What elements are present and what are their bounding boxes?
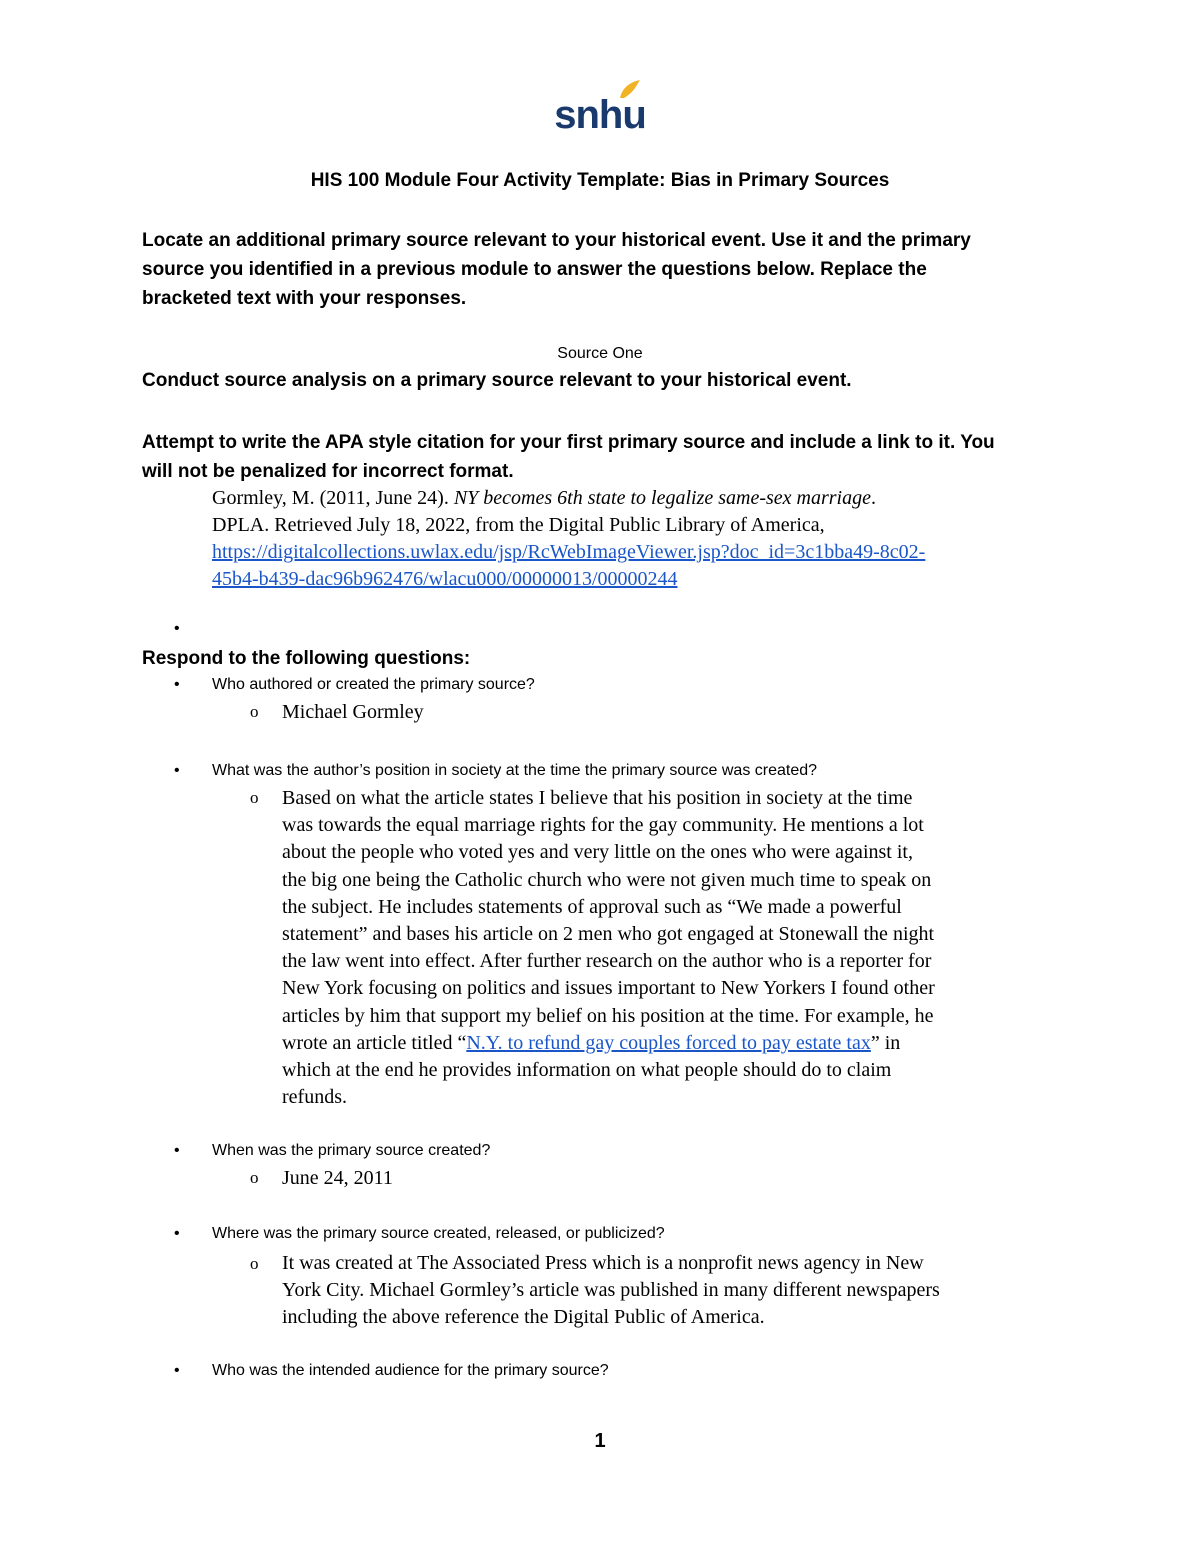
answer-line: refunds. <box>282 1086 347 1109</box>
intro-line: source you identified in a previous module to answer the questions below. Replace the <box>142 259 927 280</box>
sub-bullet-marker: o <box>250 1254 259 1273</box>
answer-line: the law went into effect. After further research on the author who is a reporter for <box>282 950 932 973</box>
question-text: Who was the intended audience for the primary source? <box>212 1362 609 1379</box>
answer-line: York City. Michael Gormley’s article was published in many different newspapers <box>282 1279 940 1302</box>
answer-line: statement” and bases his article on 2 men who got engaged at Stonewall the night <box>282 923 935 946</box>
intro-line: Locate an additional primary source relevant to your historical event. Use it and the primary <box>142 230 971 251</box>
article-link[interactable]: N.Y. to refund gay couples forced to pay estate tax <box>466 1031 871 1054</box>
answer-line: It was created at The Associated Press which is a nonprofit news agency in New <box>282 1252 924 1274</box>
sub-bullet-marker: o <box>250 702 259 721</box>
bullet-marker: • <box>174 762 180 779</box>
answer-line: which at the end he provides information on what people should do to claim <box>282 1059 892 1082</box>
answer-line: articles by him that support my belief on his position at the time. For example, he <box>282 1004 934 1027</box>
answer-line: was towards the equal marriage rights for the gay community. He mentions a lot <box>282 814 924 837</box>
question-text: When was the primary source created? <box>212 1142 491 1159</box>
source-instruction: Conduct source analysis on a primary source relevant to your historical event. <box>142 370 852 391</box>
answer-line: the big one being the Catholic church who were not given much time to speak on <box>282 868 932 891</box>
citation-line-2: DPLA. Retrieved July 18, 2022, from the Digital Public Library of America, <box>212 514 825 536</box>
empty-bullet: • <box>174 620 180 637</box>
answer-line: including the above reference the Digital Public of America. <box>282 1306 765 1329</box>
citation-link[interactable]: https://digitalcollections.uwlax.edu/jsp/RcWebImageViewer.jsp?doc_id=3c1bba49-8c02- <box>212 541 926 563</box>
answer-line: the subject. He includes statements of approval such as “We made a powerful <box>282 895 902 918</box>
citation-title: NY becomes 6th state to legalize same-sex marriage <box>453 487 871 509</box>
apa-citation <box>212 485 1072 593</box>
logo-text: snhu <box>554 93 646 136</box>
answer-line: June 24, 2011 <box>282 1167 393 1189</box>
bullet-marker: • <box>174 1225 180 1242</box>
sub-bullet-marker: o <box>250 788 259 807</box>
answer-line: Based on what the article states I believe that his position in society at the time <box>282 787 913 809</box>
citation-link[interactable]: 45b4-b439-dac96b962476/wlacu000/00000013/00000244 <box>212 568 678 590</box>
answer-line <box>282 1030 1072 1057</box>
answer-line: Michael Gormley <box>282 701 424 723</box>
bullet-marker: • <box>174 676 180 693</box>
answer-text <box>282 699 1072 726</box>
respond-heading: Respond to the following questions: <box>142 648 471 669</box>
bullet-marker: • <box>174 1142 180 1159</box>
citation-instruction-line: Attempt to write the APA style citation for your first primary source and include a link to it. You <box>142 432 995 453</box>
answer-text <box>282 785 1072 1111</box>
answer-text-fragment: wrote an article titled “ <box>282 1031 467 1054</box>
page-title: HIS 100 Module Four Activity Template: Bias in Primary Sources <box>310 170 890 191</box>
citation-link-line[interactable] <box>212 539 1072 566</box>
citation-instruction <box>142 428 1092 486</box>
intro-line: bracketed text with your responses. <box>142 288 467 309</box>
question-text: What was the author’s position in society at the time the primary source was created? <box>212 762 818 779</box>
intro-paragraph <box>142 226 1072 313</box>
citation-link-line[interactable] <box>212 566 1072 593</box>
sub-bullet-marker: o <box>250 1168 259 1187</box>
bullet-marker: • <box>174 1362 180 1379</box>
citation-punctuation: . <box>871 487 876 509</box>
question-text: Who authored or created the primary source? <box>212 676 535 693</box>
citation-line-1 <box>212 485 1072 512</box>
answer-text <box>282 1250 1072 1332</box>
answer-text-fragment: ” in <box>870 1031 901 1054</box>
page-number: 1 <box>594 1430 606 1452</box>
snhu-logo <box>550 76 650 136</box>
answer-line: New York focusing on politics and issues important to New Yorkers I found other <box>282 977 935 1000</box>
source-heading: Source One <box>557 345 643 362</box>
answer-text <box>282 1165 1072 1192</box>
answer-line: about the people who voted yes and very little on the ones who were against it, <box>282 841 913 864</box>
question-text: Where was the primary source created, released, or publicized? <box>212 1225 665 1242</box>
citation-instruction-line: will not be penalized for incorrect format. <box>142 461 514 482</box>
citation-author-date: Gormley, M. (2011, June 24). <box>212 487 454 509</box>
